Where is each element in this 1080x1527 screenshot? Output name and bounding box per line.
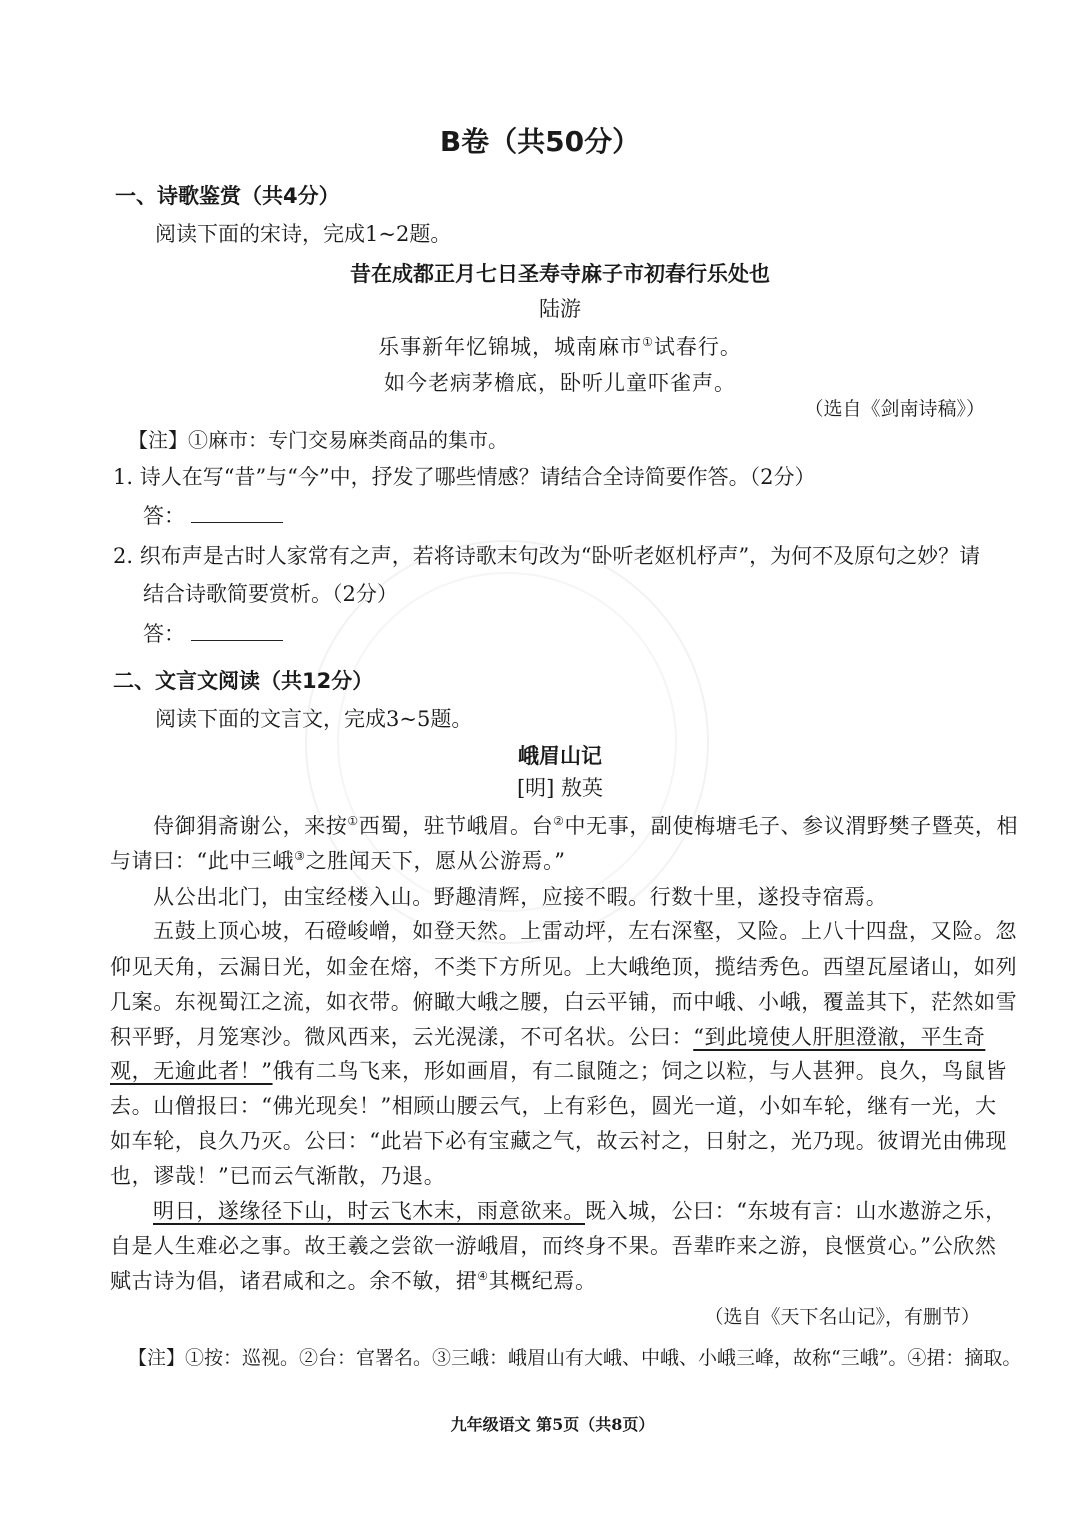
para2: 从公出北门，由宝经楼入山。野趣清辉，应接不暇。行数十里，遂投寺宿焉。 (153, 885, 888, 909)
underlined-sentence: “到此境使人肝胆澄澈，平生奇 (693, 1025, 986, 1049)
footnote-marker: ② (553, 814, 565, 828)
para3-line5 (110, 1055, 1007, 1085)
section2-heading: 二、文言文阅读（共12分） (113, 669, 374, 693)
para3-line6: 去。山僧报曰：“佛光现矣！”相顾山腰云气，上有彩色，圆光一道，小如车轮，继有一光，大 (110, 1094, 997, 1118)
footnote-marker: ④ (477, 1269, 489, 1283)
answer-label: 答： (143, 622, 185, 646)
poem-line-1-a: 乐事新年忆锦城，城南麻市 (378, 335, 643, 359)
section1-intro: 阅读下面的宋诗，完成1~2题。 (155, 222, 452, 246)
para4-line3 (110, 1265, 597, 1295)
text-title: 峨眉山记 (518, 744, 602, 768)
question-2-line-1: 2. 织布声是古时人家常有之声，若将诗歌末句改为“卧听老妪机杼声”，为何不及原句之妙？请 (113, 544, 981, 568)
para3-line1: 五鼓上顶心坡，石磴峻嶒，如登天然。上雷动坪，左右深壑，又险。上八十四盘，又险。忽 (153, 919, 1017, 943)
text-author: [明] 敖英 (516, 776, 604, 800)
text-span: 与请曰：“此中三峨 (110, 849, 295, 873)
answer-label: 答： (143, 504, 185, 528)
poem-source: （选自《剑南诗稿》） (804, 398, 985, 420)
footnote-marker: ① (642, 335, 654, 349)
text-span: 积平野，月笼寒沙。微风西来，云光滉漾，不可名状。公曰： (110, 1025, 694, 1049)
answer-line[interactable] (191, 622, 283, 641)
text-span: 俄有二鸟飞来，形如画眉，有二鼠随之；饲之以粒，与人甚狎。良久，鸟鼠皆 (272, 1059, 1007, 1083)
text-span: 之胜闻天下，愿从公游焉。” (305, 849, 566, 873)
poem-line-1 (0, 331, 1080, 361)
text-span: 中无事，副使梅塘毛子、参议渭野樊子暨英，相 (564, 814, 1019, 838)
poem-line-2: 如今老病茅檐底，卧听儿童吓雀声。 (384, 371, 736, 395)
text-note: 【注】①按：巡视。②台：官署名。③三峨：峨眉山有大峨、中峨、小峨三峰，故称“三峨”。④捃：摘取。 (128, 1347, 1022, 1369)
text-span: 侍御狷斋谢公，来按 (153, 814, 348, 838)
para1-line1 (153, 810, 1018, 840)
text-span: 西蜀，驻节峨眉。台 (358, 814, 554, 838)
text-source: （选自《天下名山记》，有删节） (704, 1306, 980, 1328)
answer-1 (143, 500, 283, 530)
para3-line3: 几案。东视蜀江之流，如衣带。俯瞰大峨之腰，白云平铺，而中峨、小峨，覆盖其下，茫然如雪 (110, 990, 1018, 1014)
answer-2 (143, 618, 283, 648)
para1-line2 (110, 845, 566, 875)
answer-line[interactable] (191, 504, 283, 523)
underlined-sentence: 明日，遂缘径下山，时云飞木末，雨意欲来。 (153, 1199, 585, 1223)
page-footer: 九年级语文 第5页（共8页） (450, 1415, 655, 1434)
para3-line4 (110, 1021, 985, 1051)
footnote-marker: ③ (294, 849, 306, 863)
poem-note: 【注】①麻市：专门交易麻类商品的集市。 (128, 428, 508, 452)
poem-author: 陆游 (539, 297, 581, 321)
text-span: 赋古诗为倡，诸君咸和之。余不敏，捃 (110, 1269, 478, 1293)
para3-line8: 也，谬哉！”已而云气渐散，乃退。 (110, 1164, 446, 1188)
page-title: B卷（共50分） (439, 125, 641, 158)
para3-line7: 如车轮，良久乃灭。公曰：“此岩下必有宝藏之气，故云衬之，日射之，光乃现。彼谓光由佛现 (110, 1129, 1007, 1153)
para4-line1 (153, 1195, 1007, 1225)
section2-intro: 阅读下面的文言文，完成3~5题。 (155, 707, 473, 731)
text-span: 既入城，公曰：“东坡有言：山水遨游之乐， (585, 1199, 1007, 1223)
question-1: 1. 诗人在写“昔”与“今”中，抒发了哪些情感？请结合全诗简要作答。（2分） (113, 465, 816, 489)
para4-line2: 自是人生难必之事。故王羲之尝欲一游峨眉，而终身不果。吾辈昨来之游，良惬赏心。”公欣然 (110, 1234, 997, 1258)
para3-line2: 仰见天角，云漏日光，如金在熔，不类下方所见。上大峨绝顶，揽结秀色。西望瓦屋诸山，如列 (110, 955, 1018, 979)
section1-heading: 一、诗歌鉴赏（共4分） (115, 184, 340, 208)
poem-line-1-b: 试春行。 (653, 335, 742, 359)
footnote-marker: ① (347, 814, 359, 828)
underlined-sentence: 观，无逾此者！” (110, 1059, 273, 1083)
text-span: 其概纪焉。 (488, 1269, 597, 1293)
question-2-line-2: 结合诗歌简要赏析。（2分） (143, 582, 398, 606)
poem-title: 昔在成都正月七日圣寿寺麻子市初春行乐处也 (350, 262, 770, 286)
